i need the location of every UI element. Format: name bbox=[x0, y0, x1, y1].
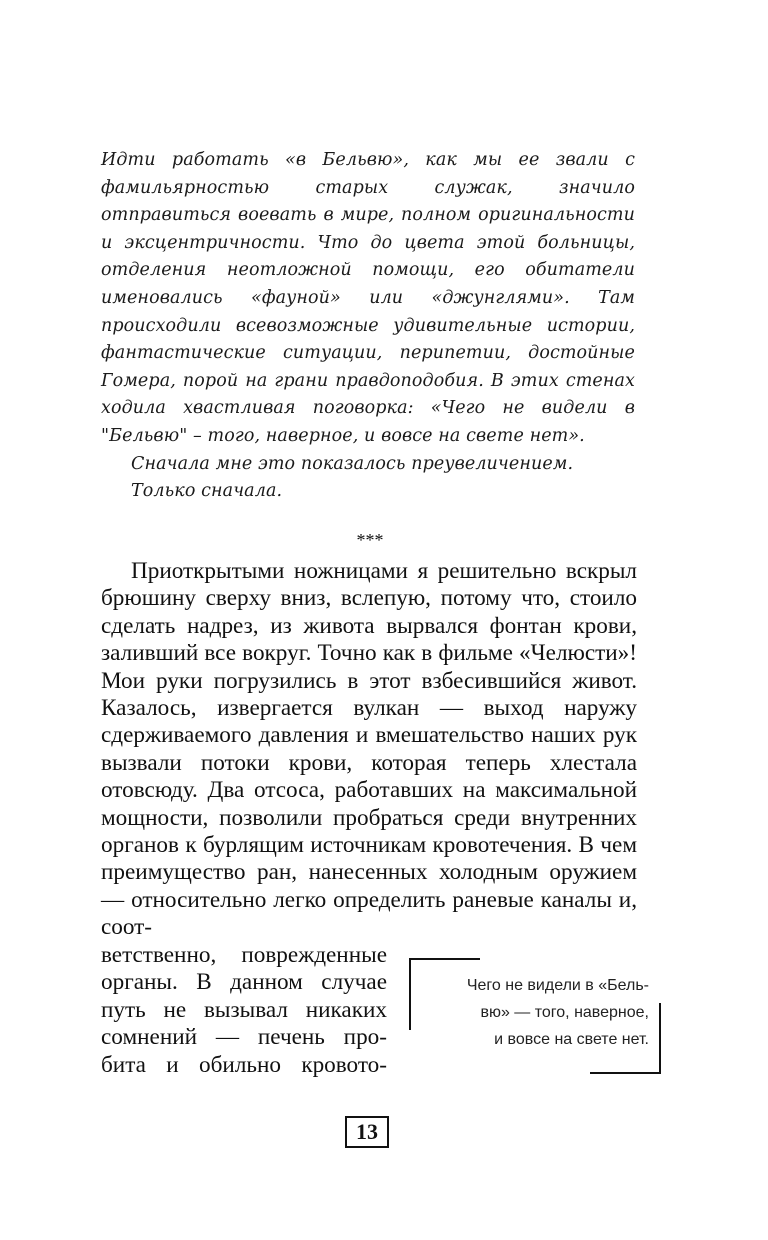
epigraph-paragraph-main: Идти работать «в Бельвю», как мы ее звали с фамильярностью старых служак, значило отправиться воевать в мире, полном оригинальности и эксцентричности. Что до цвета этой больницы, отделения неотложной помощи, его обитатели именовались «фауной» или «джунглями». Там происходили всевозможные удивительные истории, фантастические ситуации, перипетии, достойные Гомера, порой на грани правдоподобия. В этих стенах ходила хвастливая поговорка: «Чего не видели в "Бельвю" – того, наверное, и вовсе на свете нет». bbox=[101, 150, 635, 446]
section-separator: *** bbox=[356, 530, 384, 550]
pull-quote-border-top bbox=[409, 958, 480, 960]
pull-quote-line: Чего не видели в «Бель- bbox=[466, 977, 649, 994]
pull-quote-text bbox=[421, 972, 649, 1053]
narrow-line: бита и обильно кровото- bbox=[101, 1051, 387, 1078]
epigraph-paragraph-2: Сначала мне это показалось преувеличением. bbox=[131, 453, 574, 474]
narrow-line: ветственно, поврежденные bbox=[101, 942, 387, 968]
pull-quote-border-right bbox=[659, 1003, 661, 1074]
narrow-line: путь не вызывал никаких bbox=[101, 996, 387, 1023]
epigraph-paragraph-3: Только сначала. bbox=[131, 481, 283, 502]
pull-quote-line: вю» — того, наверное, bbox=[480, 1004, 649, 1021]
pull-quote-border-bottom bbox=[590, 1072, 661, 1074]
main-paragraph: Приоткрытыми ножницами я решительно вскрыл брюшину сверху вниз, вслепую, потому что, стоило сделать надрез, из живота вырвался фонтан крови, заливший все вокруг. Точно как в фильме «Челюсти»! Мои руки погрузились в этот взбесившийся живот. Казалось, извергается вулкан — выход наружу сдерживаемого давления и вмешательство наших рук вызвали потоки крови, которая теперь хлестала отовсюду. Два отсоса, работавших на максимальной мощности, позволили пробраться среди внутренних органов к бурлящим источникам кровотечения. В чем преимущество ран, нанесенных холодным оружием — относительно легко определить раневые каналы и, соот- bbox=[101, 558, 637, 941]
main-text-narrow-column bbox=[101, 942, 387, 1079]
pull-quote bbox=[409, 958, 661, 1074]
epigraph bbox=[101, 147, 635, 506]
main-text bbox=[101, 558, 637, 942]
narrow-line: органы. В данном случае bbox=[101, 969, 387, 996]
narrow-line: сомнений — печень про- bbox=[101, 1024, 387, 1051]
pull-quote-border-left bbox=[409, 958, 411, 1030]
page-number: 13 bbox=[345, 1116, 389, 1148]
pull-quote-line: и вовсе на свете нет. bbox=[494, 1031, 649, 1048]
